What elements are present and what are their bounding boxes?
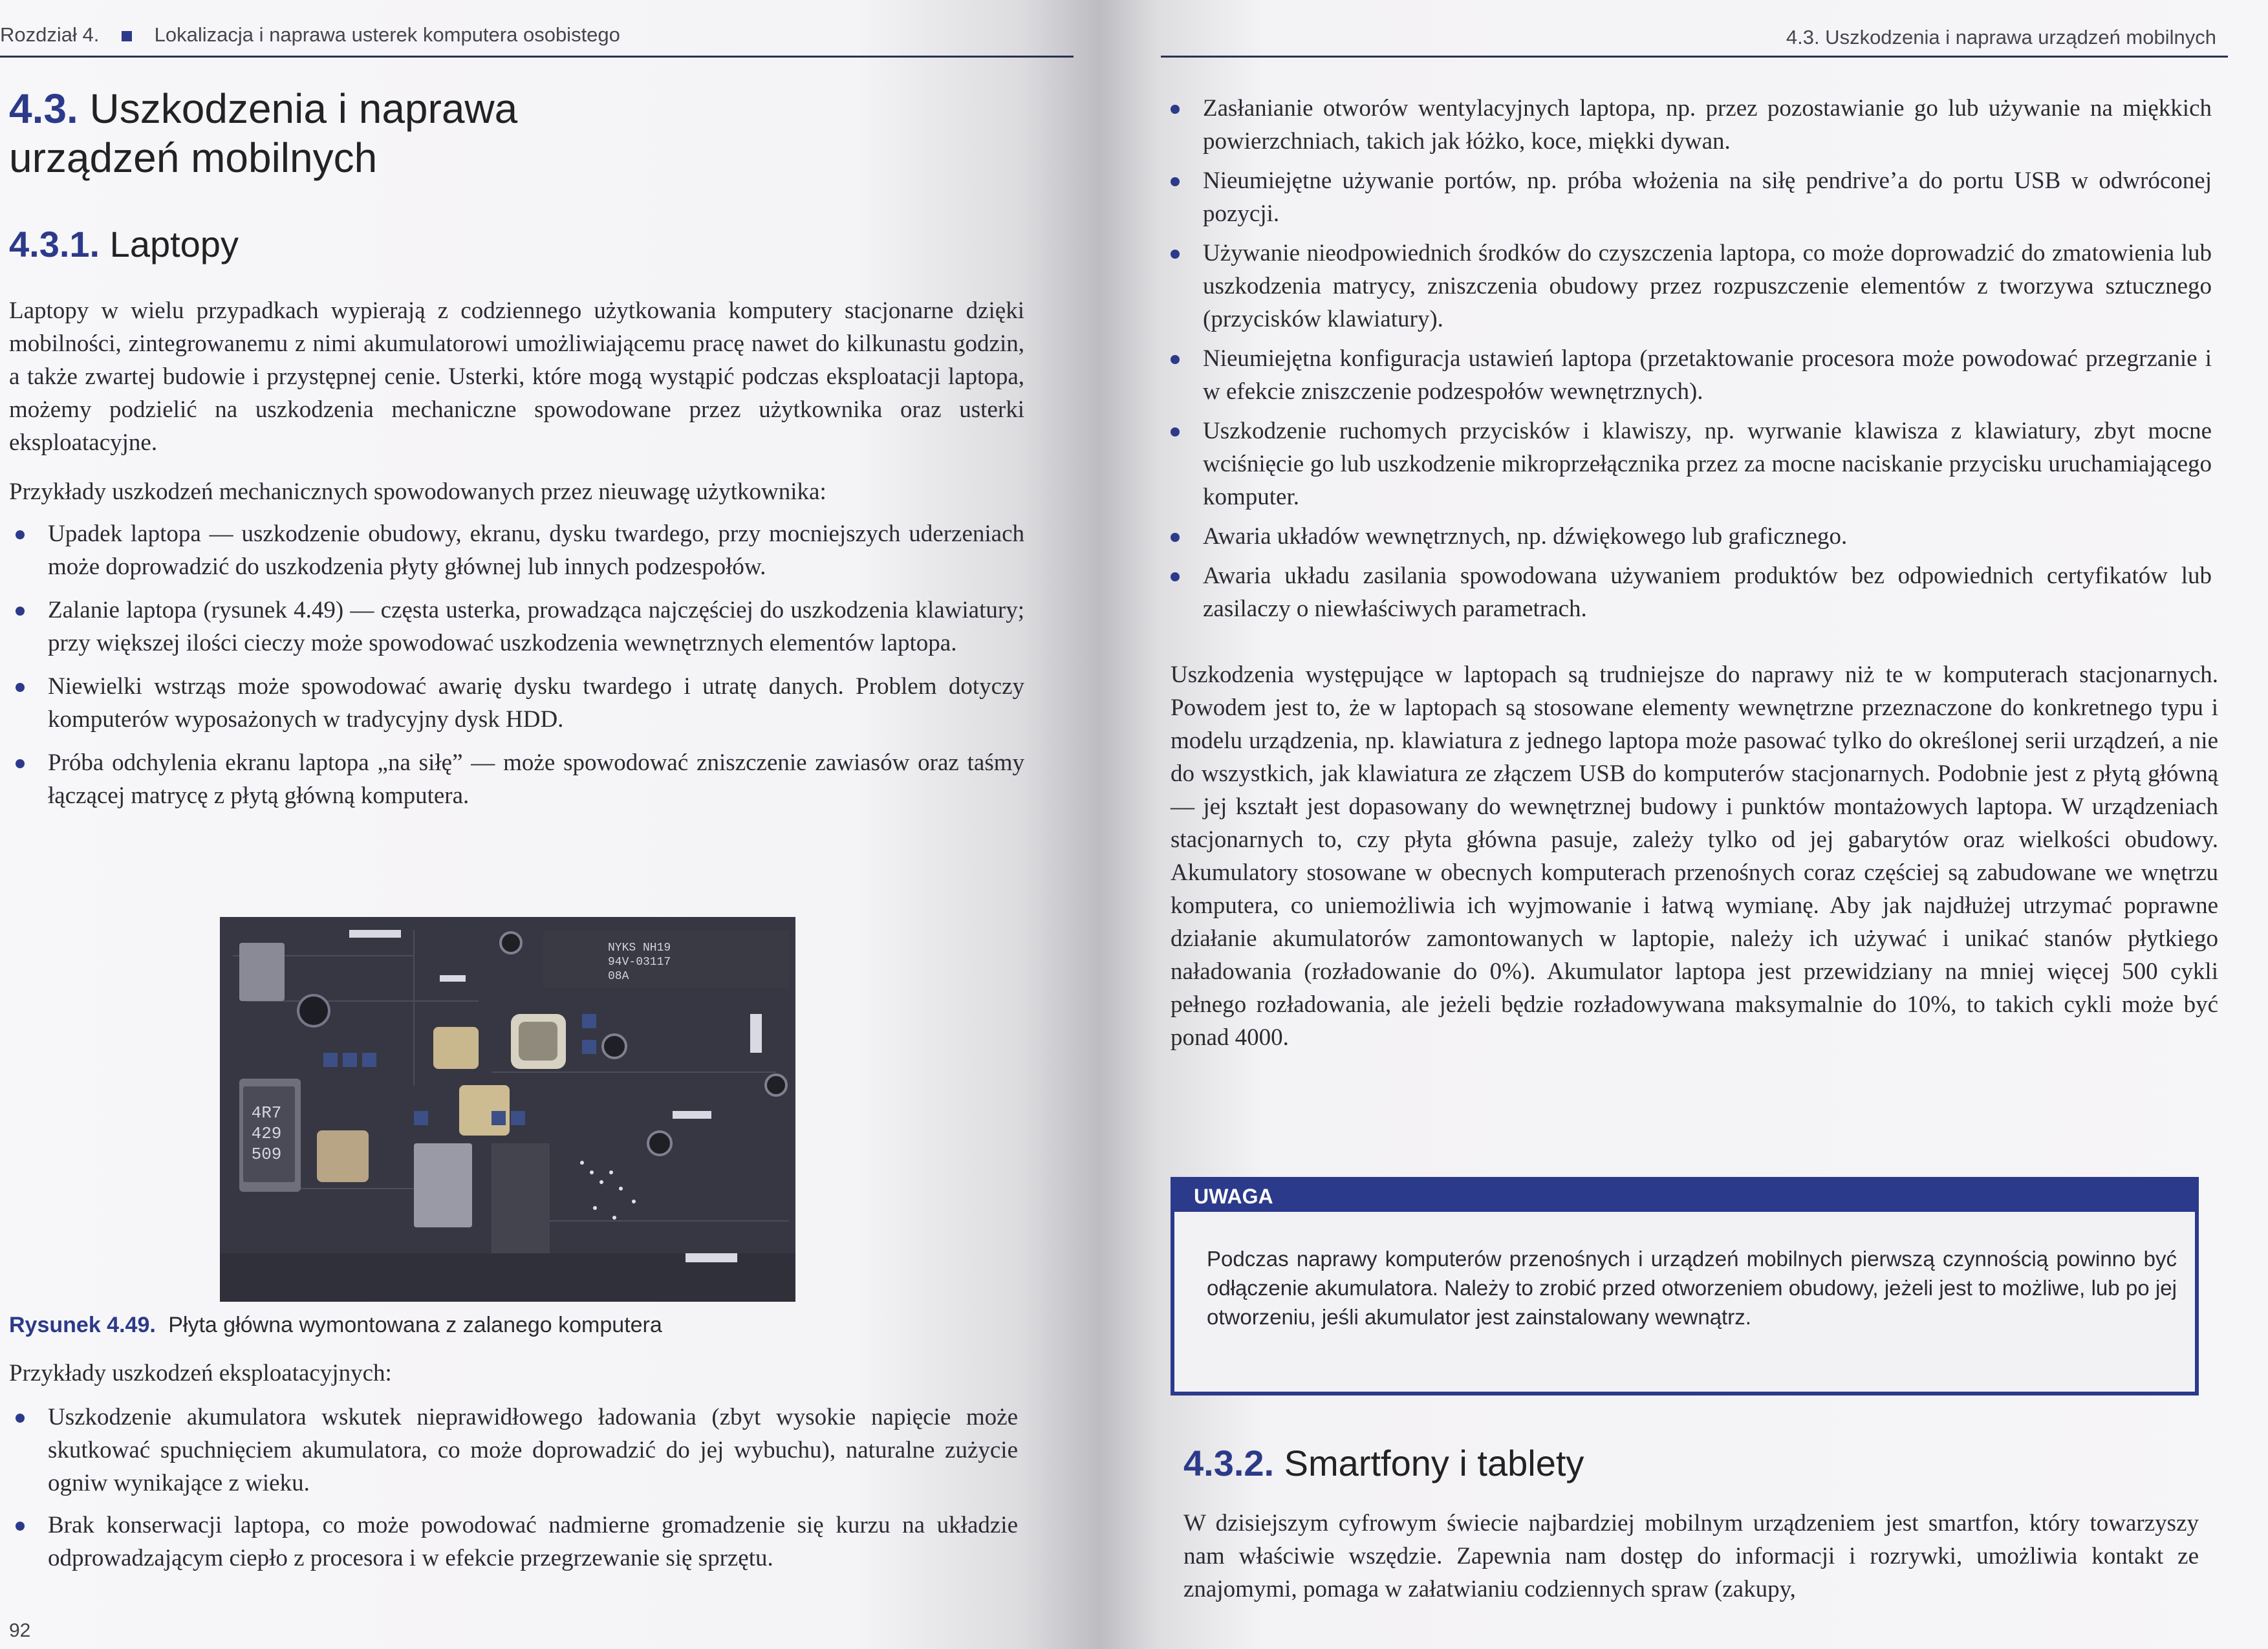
list-item: Awaria układu zasilania spowodowana używaniem produktów bez odpowiednich certyfikatów lub zasilaczy o niewłaściwych parametrach. bbox=[1164, 559, 2212, 625]
figure-label: Rysunek 4.49. bbox=[9, 1313, 156, 1337]
list-item: Brak konserwacji laptopa, co może powodować nadmierne gromadzenie się kurzu na układzie odprowadzającym ciepło z procesora i w efekcie przegrzewanie się sprzętu. bbox=[9, 1509, 1018, 1575]
subsection-number-2: 4.3.2. bbox=[1183, 1443, 1275, 1483]
list-item: Nieumiejętna konfiguracja ustawień laptopa (przetaktowanie procesora może powodować przegrzanie i w efekcie zniszczenie podzespołów wewnętrznych). bbox=[1164, 342, 2212, 408]
left-page bbox=[0, 0, 1099, 1649]
section-title-line1: Uszkodzenia i naprawa bbox=[89, 85, 518, 132]
chip-marking-1: NYKS NH19 bbox=[608, 942, 671, 954]
list-item: Zasłanianie otworów wentylacyjnych laptopa, np. przez pozostawianie go lub używanie na miękkich powierzchniach, takich jak łóżko, koce, miękki dywan. bbox=[1164, 92, 2212, 158]
inductor-marking-3: 509 bbox=[251, 1145, 282, 1164]
list-item: Niewielki wstrząs może spowodować awarię dysku twardego i utratę danych. Problem dotyczy komputerów wyposażonych w tradycyjny dysk HDD. bbox=[9, 670, 1024, 736]
motherboard-photo bbox=[220, 917, 795, 1302]
warning-text: Podczas naprawy komputerów przenośnych i urządzeń mobilnych pierwszą czynnością powinno być odłączenie akumulatora. Należy to zrobić przed otworzeniem obudowy, jeżeli jest to możliwe, lub po jej otworzeniu, jeśli akumulator jest zainstalowany wewnątrz. bbox=[1207, 1247, 2177, 1329]
smartphones-paragraph: W dzisiejszym cyfrowym świecie najbardziej mobilnym urządzeniem jest smartfon, który towarzyszy nam właściwie wszędzie. Zapewnia nam dostęp do informacji i rozrywki, umożliwia kontakt ze znajomymi, pomaga w załatwianiu codziennych spraw (zakupy, bbox=[1183, 1510, 2199, 1602]
chip-marking-2: 94V-03117 bbox=[608, 956, 671, 969]
misuse-list bbox=[1164, 92, 2212, 632]
mechanical-intro: Przykłady uszkodzeń mechanicznych spowodowanych przez nieuwagę użytkownika: bbox=[9, 479, 826, 505]
section-heading bbox=[9, 84, 517, 182]
list-item: Awaria układów wewnętrznych, np. dźwiękowego lub graficznego. bbox=[1164, 520, 2212, 553]
list-item: Używanie nieodpowiednich środków do czyszczenia laptopa, co może doprowadzić do zmatowienia lub uszkodzenia matrycy, zniszczenia obudowy przez rozpuszczenie elementów z tworzywa sztucznego (przycisków klawiatury). bbox=[1164, 237, 2212, 336]
list-item: Uszkodzenie akumulatora wskutek nieprawidłowego ładowania (zbyt wysokie napięcie może skutkować spuchnięciem akumulatora, co może doprowadzić do jej wybuchu), naturalne zużycie ogniw wynikające z wieku. bbox=[9, 1401, 1018, 1500]
laptop-repair-paragraph: Uszkodzenia występujące w laptopach są trudniejsze do naprawy niż te w komputerach stacjonarnych. Powodem jest to, że w laptopach są stosowane elementy wewnętrzne przeznaczone do konkretnego typu i modelu urządzenia, np. klawiatura z jednego laptopa może pasować tylko do określonej serii urządzeń, a nie do wszystkich, jak klawiatura ze złączem USB do komputerów stacjonarnych. Podobnie jest z płytą główną — jej kształt jest dopasowany do wewnętrznej budowy i punktów montażowych laptopa. W urządzeniach stacjonarnych to, czy płyta główna pasuje, zależy tylko od jej gabarytów oraz wielkości obudowy. Akumulatory stosowane w obecnych komputerach przenośnych coraz częściej są zabudowane we wnętrzu komputera, co uniemożliwia ich wyjmowanie i łatwą wymianę. Aby jak najdłużej utrzymać poprawne działanie akumulatorów zamontowanych w laptopie, należy ich używać i unikać stanów płytkiego naładowania (rozładowanie do 0%). Akumulator laptopa jest przewidziany na mniej więcej 500 cykli pełnego rozładowania, ale jeżeli będzie rozładowywana maksymalnie do 10%, to takich cykli może być ponad 4000. bbox=[1171, 662, 2218, 1051]
header-title: Lokalizacja i naprawa usterek komputera osobistego bbox=[154, 23, 620, 46]
mechanical-list bbox=[9, 517, 1024, 823]
figure-caption bbox=[9, 1313, 662, 1338]
intro-paragraph: Laptopy w wielu przypadkach wypierają z codziennego użytkowania komputery stacjonarne dzięki mobilności, zintegrowanemu z nimi akumulatorowi umożliwiającemu pracę nawet do kilkunastu godzin, a także zwartej budowie i przystępnej cenie. Usterki, które mogą wystąpić podczas eksploatacji laptopa, możemy podzielić na uszkodzenia mechaniczne spowodowane przez użytkownika oraz usterki eksploatacyjne. bbox=[9, 297, 1024, 456]
exploitation-intro: Przykłady uszkodzeń eksploatacyjnych: bbox=[9, 1360, 392, 1386]
exploitation-list bbox=[9, 1401, 1018, 1584]
inductor-marking-1: 4R7 bbox=[251, 1103, 282, 1123]
header-rule bbox=[0, 56, 1074, 58]
warning-box bbox=[1171, 1177, 2199, 1396]
header-square-icon bbox=[122, 31, 132, 41]
chapter-label: Rozdział 4. bbox=[0, 23, 100, 46]
running-header-right: 4.3. Uszkodzenia i naprawa urządzeń mobilnych bbox=[1786, 26, 2216, 48]
list-item: Uszkodzenie ruchomych przycisków i klawiszy, np. wyrwanie klawisza z klawiatury, zbyt mocne wciśnięcie go lub uszkodzenie mikroprzełącznika przez za mocne naciskanie przycisku uruchamiającego komputer. bbox=[1164, 415, 2212, 513]
list-item: Nieumiejętne używanie portów, np. próba włożenia na siłę pendrive’a do portu USB w odwróconej pozycji. bbox=[1164, 164, 2212, 230]
subsection-number: 4.3.1. bbox=[9, 224, 100, 264]
list-item: Zalanie laptopa (rysunek 4.49) — częsta usterka, prowadząca najczęściej do uszkodzenia klawiatury; przy większej ilości cieczy może spowodować uszkodzenia wewnętrznych elementów laptopa. bbox=[9, 594, 1024, 660]
header-rule-right bbox=[1161, 56, 2228, 58]
inductor-marking-2: 429 bbox=[251, 1124, 282, 1143]
subsection-heading-2 bbox=[1183, 1442, 1584, 1484]
section-number: 4.3. bbox=[9, 85, 78, 132]
subsection-title: Laptopy bbox=[109, 224, 239, 264]
list-item: Próba odchylenia ekranu laptopa „na siłę” — może spowodować zniszczenie zawiasów oraz taśmy łączącej matrycę z płytą główną komputera. bbox=[9, 746, 1024, 812]
subsection-heading bbox=[9, 223, 239, 265]
right-page bbox=[1099, 0, 2268, 1649]
section-title-line2: urządzeń mobilnych bbox=[9, 135, 378, 181]
running-header bbox=[0, 23, 620, 47]
subsection-title-2: Smartfony i tablety bbox=[1284, 1443, 1584, 1483]
list-item: Upadek laptopa — uszkodzenie obudowy, ekranu, dysku twardego, przy mocniejszych uderzeniach może doprowadzić do uszkodzenia płyty głównej lub innych podzespołów. bbox=[9, 517, 1024, 583]
chip-marking-3: 08A bbox=[608, 970, 629, 983]
page-number: 92 bbox=[9, 1620, 31, 1641]
figure-caption-text: Płyta główna wymontowana z zalanego komputera bbox=[168, 1313, 662, 1337]
warning-title: UWAGA bbox=[1174, 1181, 2195, 1212]
